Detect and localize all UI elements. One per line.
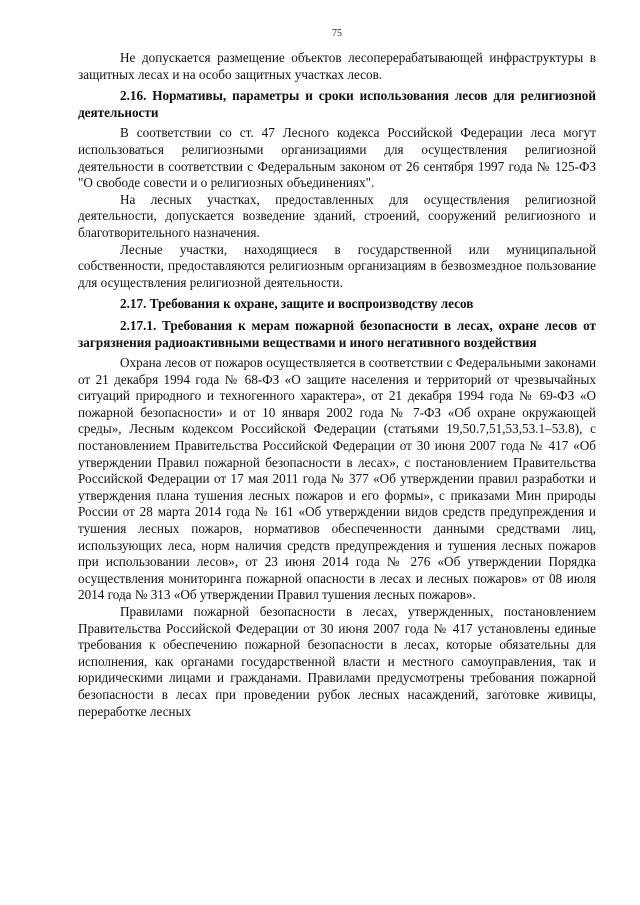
- section-heading-2-17-1: 2.17.1. Требования к мерам пожарной безопасности в лесах, охране лесов от загрязнения радиоактивными веществами и иного негативного воздействия: [78, 317, 596, 350]
- paragraph-top-1: Не допускается размещение объектов лесоперерабатывающей инфраструктуры в защитных лесах и на особо защитных участках лесов.: [78, 50, 596, 82]
- paragraph-2-16-2: На лесных участках, предоставленных для осуществления религиозной деятельности, допускается возведение зданий, строений, сооружений религиозного и благотворительного назначения.: [78, 191, 596, 240]
- paragraph-2-16-3: Лесные участки, находящиеся в государственной или муниципальной собственности, предоставляются религиозным организациям в безвозмездное пользование для осуществления религиозной деятельности.: [78, 241, 596, 290]
- document-page: [78, 28, 596, 720]
- paragraph-2-17-1-2: Правилами пожарной безопасности в лесах, утвержденных, постановлением Правительства Российской Федерации от 30 июня 2007 года № 417 установлены единые требования к обеспечению пожарной безопасности в лесах, которые обязательны для исполнения, как органами государственной власти и местного самоуправления, так и юридическими лицами и гражданами. Правилами предусмотрены требования пожарной безопасности в лесах при проведении рубок лесных насаждений, заготовке живицы, переработке лесных: [78, 604, 596, 719]
- section-heading-2-17: 2.17. Требования к охране, защите и воспроизводству лесов: [120, 296, 474, 312]
- page-number: 75: [332, 28, 342, 39]
- section-heading-2-16: 2.16. Нормативы, параметры и сроки использования лесов для религиозной деятельности: [78, 88, 596, 120]
- paragraph-2-16-1: В соответствии со ст. 47 Лесного кодекса Российской Федерации леса могут использоваться религиозными организациями для осуществления религиозной деятельности в соответствии с Федеральным законом от 26 сентября 1997 года № 125-ФЗ "О свободе совести и о религиозных объединениях".: [78, 125, 596, 191]
- paragraph-2-17-1-1: Охрана лесов от пожаров осуществляется в соответствии с Федеральными законами от 21 декабря 1994 года № 68-ФЗ «О защите населения и территорий от чрезвычайных ситуаций природного и техногенного характера», от 21 декабря 1994 года № 69-ФЗ «О пожарной безопасности» и от 10 января 2002 года № 7-ФЗ «Об охране окружающей среды», Лесным кодексом Российской Федерации (статьями 19,50.7,51,53,53.1–53.8), с постановлением Правительства Российской Федерации от 30 июня 2007 года № 417 «Об утверждении Правил пожарной безопасности в лесах», с постановлением Правительства Российской Федерации от 17 мая 2011 года № 377 «Об утверждении правил разработки и утверждения плана тушения лесных пожаров и его формы», с приказами Мин природы России от 28 марта 2014 года № 161 «Об утверждении видов средств предупреждения и тушения лесных пожаров, нормативов обеспеченности данными средствами лиц, использующих леса, норм наличия средств предупреждения и тушения лесных пожаров при использовании лесов», от 23 июня 2014 года № 276 «Об утверждении Порядка осуществления мониторинга пожарной опасности в лесах и лесных пожаров» от 08 июля 2014 года № 313 «Об утверждении Правил тушения лесных пожаров».: [78, 355, 596, 603]
